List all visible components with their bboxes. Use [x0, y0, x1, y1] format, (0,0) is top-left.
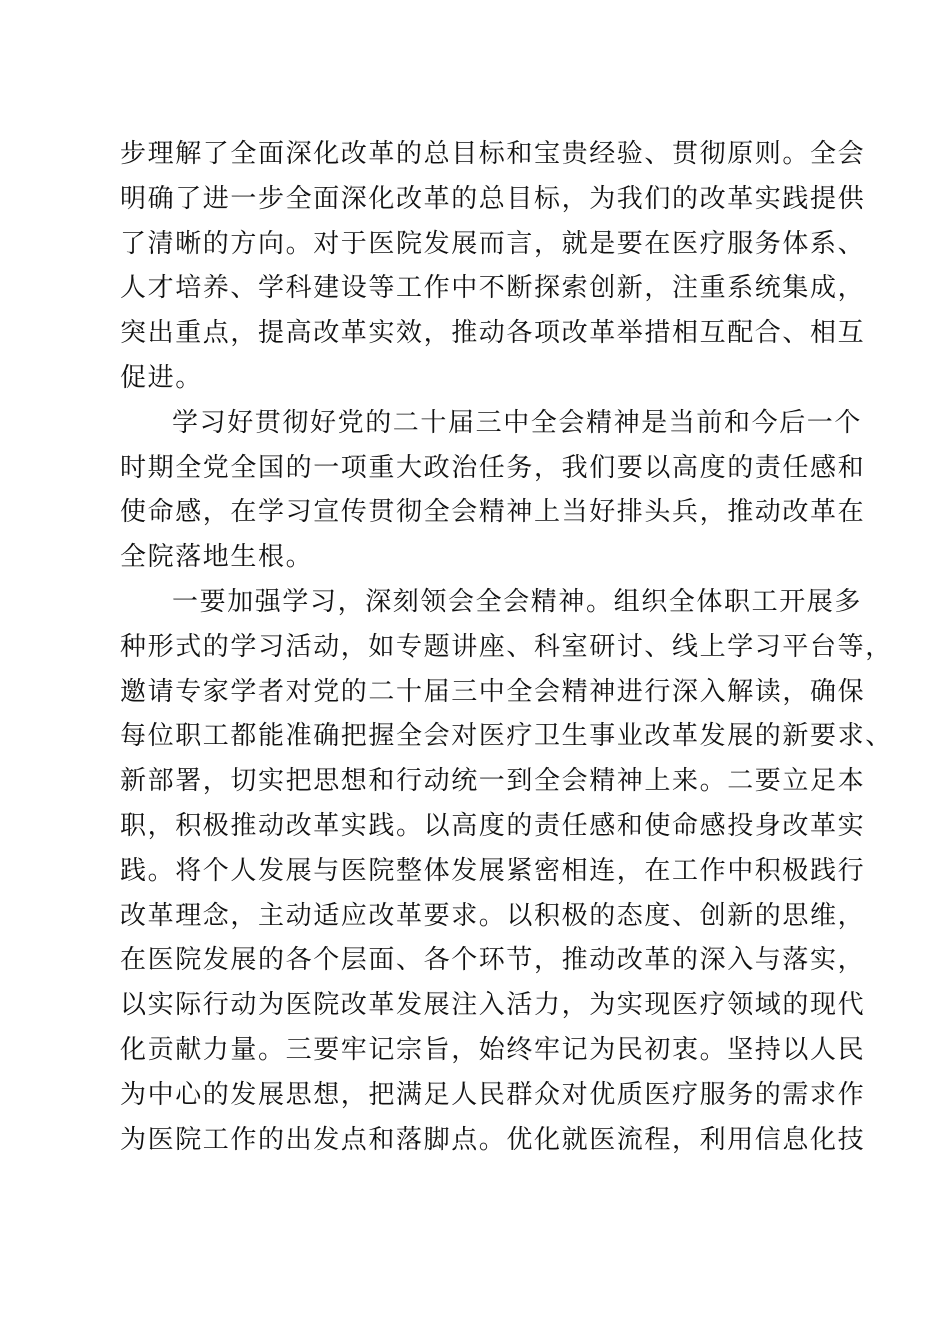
- text-line: 新部署，切实把思想和行动统一到全会精神上来。二要立足本: [120, 766, 866, 797]
- text-line: 使命感，在学习宣传贯彻全会精神上当好排头兵，推动改革在: [120, 497, 866, 528]
- text-line: 学习好贯彻好党的二十届三中全会精神是当前和今后一个: [172, 407, 863, 438]
- text-line: 以实际行动为医院改革发展注入活力，为实现医疗领域的现代: [120, 990, 866, 1021]
- text-line: 化贡献力量。三要牢记宗旨，始终牢记为民初衷。坚持以人民: [120, 1034, 866, 1065]
- paragraph-2: [120, 401, 866, 580]
- text-line: 了清晰的方向。对于医院发展而言，就是要在医疗服务体系、: [120, 228, 866, 259]
- text-line: 明确了进一步全面深化改革的总目标，为我们的改革实践提供: [120, 183, 866, 214]
- text-line: 为医院工作的出发点和落脚点。优化就医流程，利用信息化技: [120, 1124, 866, 1155]
- text-line: 践。将个人发展与医院整体发展紧密相连，在工作中积极践行: [120, 855, 866, 886]
- paragraph-3: [120, 580, 893, 1162]
- text-line: 邀请专家学者对党的二十届三中全会精神进行深入解读，确保: [120, 676, 866, 707]
- text-line: 职，积极推动改革实践。以高度的责任感和使命感投身改革实: [120, 810, 866, 841]
- document-body: [120, 132, 893, 1162]
- text-line: 突出重点，提高改革实效，推动各项改革举措相互配合、相互: [120, 318, 866, 349]
- text-line: 一要加强学习，深刻领会全会精神。组织全体职工开展多: [172, 586, 863, 617]
- text-line: 每位职工都能准确把握全会对医疗卫生事业改革发展的新要求、: [120, 721, 893, 752]
- paragraph-1: [120, 132, 866, 401]
- text-line: 种形式的学习活动，如专题讲座、科室研讨、线上学习平台等，: [120, 631, 893, 662]
- text-line: 促进。: [120, 362, 203, 393]
- text-line: 全院落地生根。: [120, 542, 314, 573]
- text-line: 为中心的发展思想，把满足人民群众对优质医疗服务的需求作: [120, 1079, 866, 1110]
- text-line: 人才培养、学科建设等工作中不断探索创新，注重系统集成，: [120, 273, 866, 304]
- text-line: 在医院发展的各个层面、各个环节，推动改革的深入与落实，: [120, 945, 866, 976]
- text-line: 时期全党全国的一项重大政治任务，我们要以高度的责任感和: [120, 452, 866, 483]
- text-line: 步理解了全面深化改革的总目标和宝贵经验、贯彻原则。全会: [120, 139, 866, 169]
- text-line: 改革理念，主动适应改革要求。以积极的态度、创新的思维，: [120, 900, 866, 931]
